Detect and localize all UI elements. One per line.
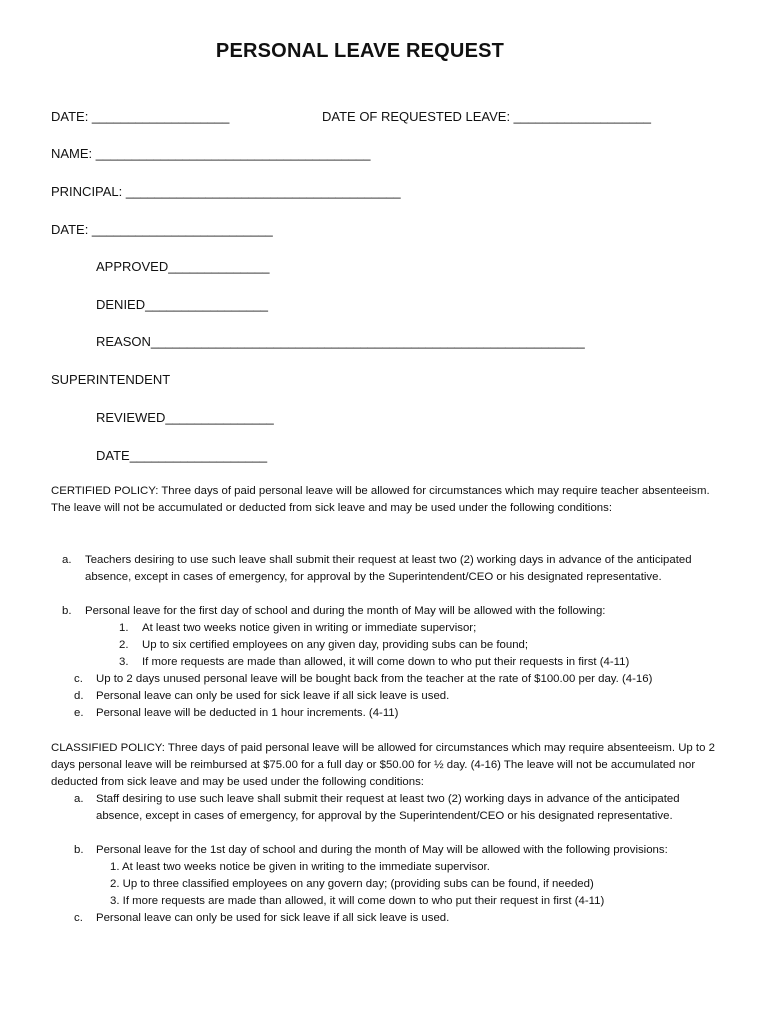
certified-a-text: Teachers desiring to use such leave shall submit their request at least two (2) working days in advance of the anticipated absence, except in cases of emergency, for approval by the Superintendent/CEO or his designated representative. [85, 554, 692, 583]
classified-policy-intro: CLASSIFIED POLICY: Three days of paid personal leave will be allowed for circumstances which may require absenteeism. Up to 2 days personal leave will be reimbursed at $75.00 for a full day or $50.00 for ½ day. (4-16) The leave will not be accumulated nor deducted from sick leave and may be used under the following conditions: [51, 742, 715, 788]
certified-c-text: Up to 2 days unused personal leave will be bought back from the teacher at the rate of $100.00 per day. (4-16) [96, 673, 653, 685]
classified-c-marker: c. [74, 912, 83, 924]
denied-field[interactable]: DENIED_________________ [96, 297, 269, 312]
reason-field[interactable]: REASON____________________________________________________________ [96, 334, 585, 349]
requested-leave-date-field[interactable]: DATE OF REQUESTED LEAVE: ___________________ [322, 109, 652, 124]
page-title: PERSONAL LEAVE REQUEST [215, 40, 505, 62]
certified-b-text: Personal leave for the first day of school and during the month of May will be allowed with the following: [85, 605, 606, 617]
classified-b3: 3. If more requests are made than allowed, it will come down to who put their request in first (4-11) [110, 895, 605, 907]
date-field[interactable]: DATE: ___________________ [51, 109, 230, 124]
certified-d-marker: d. [74, 690, 84, 702]
certified-a-marker: a. [62, 554, 72, 566]
classified-b-marker: b. [74, 844, 84, 856]
principal-field[interactable]: PRINCIPAL: ______________________________________ [51, 184, 401, 199]
certified-e-marker: e. [74, 707, 84, 719]
classified-b2: 2. Up to three classified employees on any govern day; (providing subs can be found, if needed) [110, 878, 594, 890]
certified-e-text: Personal leave will be deducted in 1 hour increments. (4-11) [96, 707, 399, 719]
certified-b1-marker: 1. [119, 622, 129, 634]
classified-a-marker: a. [74, 793, 84, 805]
classified-a-text: Staff desiring to use such leave shall submit their request at least two (2) working days in advance of the anticipated absence, except in cases of emergency, for approval by the Superintendent/CEO or his designated representative. [96, 793, 680, 822]
certified-b-marker: b. [62, 605, 72, 617]
classified-b-text: Personal leave for the 1st day of school and during the month of May will be allowed with the following provisions: [96, 844, 668, 856]
reviewed-field[interactable]: REVIEWED_______________ [96, 410, 274, 425]
approved-field[interactable]: APPROVED______________ [96, 259, 270, 274]
name-field[interactable]: NAME: ______________________________________ [51, 146, 371, 161]
certified-b2-text: Up to six certified employees on any given day, providing subs can be found; [142, 639, 529, 651]
certified-d-text: Personal leave can only be used for sick leave if all sick leave is used. [96, 690, 450, 702]
certified-b1-text: At least two weeks notice given in writing or immediate supervisor; [142, 622, 477, 634]
superintendent-label: SUPERINTENDENT [51, 372, 171, 387]
certified-c-marker: c. [74, 673, 83, 685]
superintendent-date-field[interactable]: DATE___________________ [96, 448, 268, 463]
certified-b3-marker: 3. [119, 656, 129, 668]
classified-c-text: Personal leave can only be used for sick leave if all sick leave is used. [96, 912, 450, 924]
certified-b2-marker: 2. [119, 639, 129, 651]
certified-policy-intro: CERTIFIED POLICY: Three days of paid personal leave will be allowed for circumstances which may require teacher absenteeism. The leave will not be accumulated or deducted from sick leave and may be used under the following conditions: [51, 485, 710, 514]
principal-date-field[interactable]: DATE: _________________________ [51, 222, 273, 237]
certified-b3-text: If more requests are made than allowed, it will come down to who put their requests in first (4-11) [142, 656, 630, 668]
classified-b1: 1. At least two weeks notice be given in writing to the immediate supervisor. [110, 861, 490, 873]
